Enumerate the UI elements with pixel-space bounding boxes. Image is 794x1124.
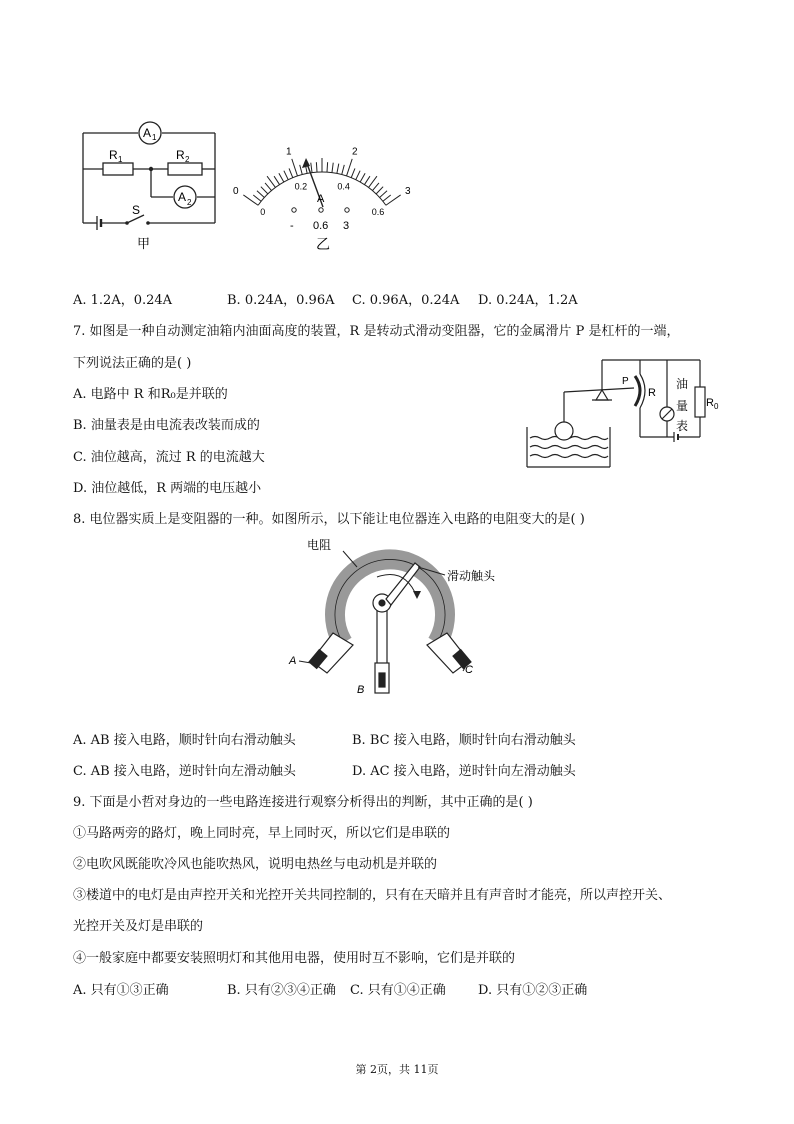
q8-option-c: C. AB 接入电路，逆时针向左滑动触头	[73, 764, 296, 779]
q7-stem-line1: 7. 如图是一种自动测定油箱内油面高度的装置，R 是转动式滑动变阻器，它的金属滑片 P 是杠杆的一端，	[73, 324, 680, 339]
r0-sub: 0	[714, 402, 719, 411]
q7-option-d: D. 油位越低，R 两端的电压越小	[73, 481, 262, 496]
dial-inner-tick-label: 0.2	[294, 181, 308, 192]
q7-option-b: B. 油量表是由电流表改装而成的	[73, 418, 260, 433]
terminal-b-label: B	[357, 684, 365, 696]
dial-tick	[261, 187, 268, 194]
caption-yi: 乙	[316, 236, 330, 252]
q6-option-d: D. 0.24A，1.2A	[478, 293, 578, 308]
ammeter-a1-sub: 1	[152, 133, 157, 142]
switch-s-label: S	[132, 203, 141, 217]
dial-tick	[351, 168, 355, 177]
dial-tick	[332, 163, 333, 173]
dial-outer-tick-label: 0	[232, 185, 239, 197]
dial-unit: A	[317, 193, 325, 205]
q7-option-c: C. 油位越高，流过 R 的电流越大	[73, 450, 265, 465]
slider-contact-label: 滑动触头	[447, 569, 495, 583]
q9-option-c: C. 只有①④正确	[350, 983, 446, 998]
dial-scale	[233, 146, 411, 217]
meter-char-3: 表	[676, 419, 689, 433]
resistor-r2-sub: 2	[185, 155, 190, 164]
dial-inner-tick-label: 0	[260, 206, 266, 217]
q9-statement-4: ④一般家庭中都要安装照明灯和其他用电器，使用时互不影响，它们是并联的	[73, 951, 516, 966]
q8-option-a: A. AB 接入电路，顺时针向右滑动触头	[73, 733, 296, 748]
q8-option-d: D. AC 接入电路，逆时针向左滑动触头	[352, 764, 576, 779]
terminal-0-6: 0.6	[313, 220, 329, 232]
r0-label: R	[706, 397, 714, 409]
caption-jia: 甲	[137, 236, 151, 251]
ammeter-dial-yi	[232, 125, 412, 255]
dial-inner-tick-label: 0.4	[337, 181, 350, 192]
q9-statement-1: ①马路两旁的路灯，晚上同时亮，早上同时灭，所以它们是串联的	[73, 826, 451, 841]
potentiometer-diagram	[285, 533, 495, 698]
ammeter-a2-label: A	[178, 190, 187, 204]
dial-tick	[342, 165, 345, 175]
ammeter-a2-sub: 2	[187, 198, 192, 207]
q9-statement-3-line2: 光控开关及灯是串联的	[73, 919, 204, 934]
dial-tick	[369, 176, 377, 187]
dial-tick	[383, 195, 391, 201]
circuit-diagram-jia	[70, 115, 230, 255]
dial-tick	[337, 164, 339, 174]
dial-tick	[372, 183, 378, 191]
dial-tick	[265, 183, 271, 191]
q9-option-a: A. 只有①③正确	[73, 983, 169, 998]
dial-tick	[347, 159, 353, 176]
q8-stem: 8. 电位器实质上是变阻器的一种。如图所示，以下能让电位器连入电路的电阻变大的是( )	[73, 512, 585, 527]
q9-statement-3-line1: ③楼道中的电灯是由声控开关和光控开关共同控制的，只有在天暗并且有声音时才能亮，所以声控开关、	[73, 888, 672, 903]
dial-tick	[284, 171, 288, 180]
dial-tick	[356, 171, 360, 180]
q9-option-d: D. 只有①②③正确	[478, 983, 588, 998]
dial-tick	[364, 176, 369, 184]
resistor-r1-sub: 1	[118, 155, 123, 164]
dial-tick	[311, 163, 312, 173]
dial-tick	[279, 173, 284, 182]
dial-tick	[253, 195, 261, 201]
dial-tick	[376, 187, 383, 194]
dial-outer-tick-label: 3	[405, 185, 411, 197]
terminal-3: 3	[343, 220, 350, 232]
dial-tick	[360, 173, 365, 182]
q9-stem: 9. 下面是小哲对身边的一些电路连接进行观察分析得出的判断，其中正确的是( )	[73, 795, 533, 810]
q9-statement-2: ②电吹风既能吹冷风也能吹热风，说明电热丝与电动机是并联的	[73, 857, 438, 872]
terminal-c-label: C	[465, 664, 473, 676]
resistor-r1-label: R	[109, 148, 118, 162]
dial-outer-tick-label: 2	[352, 146, 358, 158]
dial-outer-tick-label: 1	[285, 146, 292, 158]
dial-tick	[267, 176, 275, 187]
meter-char-2: 量	[676, 399, 689, 413]
dial-tick	[289, 168, 293, 177]
resistor-label: 电阻	[307, 538, 332, 552]
q9-option-b: B. 只有②③④正确	[227, 983, 336, 998]
dial-tick	[327, 162, 328, 172]
dial-tick	[274, 176, 279, 184]
dial-tick	[292, 159, 298, 176]
terminal-a-label: A	[289, 655, 297, 667]
ammeter-a1-label: A	[143, 126, 152, 140]
rheostat-r-label: R	[648, 387, 656, 399]
dial-inner-tick-label: 0.6	[371, 206, 385, 217]
oil-gauge-diagram	[522, 352, 732, 474]
dial-tick	[380, 191, 387, 198]
q8-option-b: B. BC 接入电路，顺时针向右滑动触头	[352, 733, 576, 748]
dial-tick	[257, 191, 264, 198]
page-footer: 第 2页，共 11页	[355, 1063, 439, 1076]
q6-option-b: B. 0.24A，0.96A	[227, 293, 335, 308]
q6-option-c: C. 0.96A，0.24A	[352, 293, 460, 308]
q6-option-a: A. 1.2A，0.24A	[73, 293, 173, 308]
meter-char-1: 油	[676, 377, 689, 391]
dial-tick	[316, 162, 317, 172]
slider-p-label: P	[622, 376, 629, 387]
q7-stem-line2: 下列说法正确的是( )	[73, 356, 192, 371]
dial-tick	[300, 165, 303, 175]
resistor-r2-label: R	[176, 148, 185, 162]
q7-option-a: A. 电路中 R 和R₀是并联的	[73, 387, 228, 402]
terminal-negative: -	[290, 220, 294, 232]
